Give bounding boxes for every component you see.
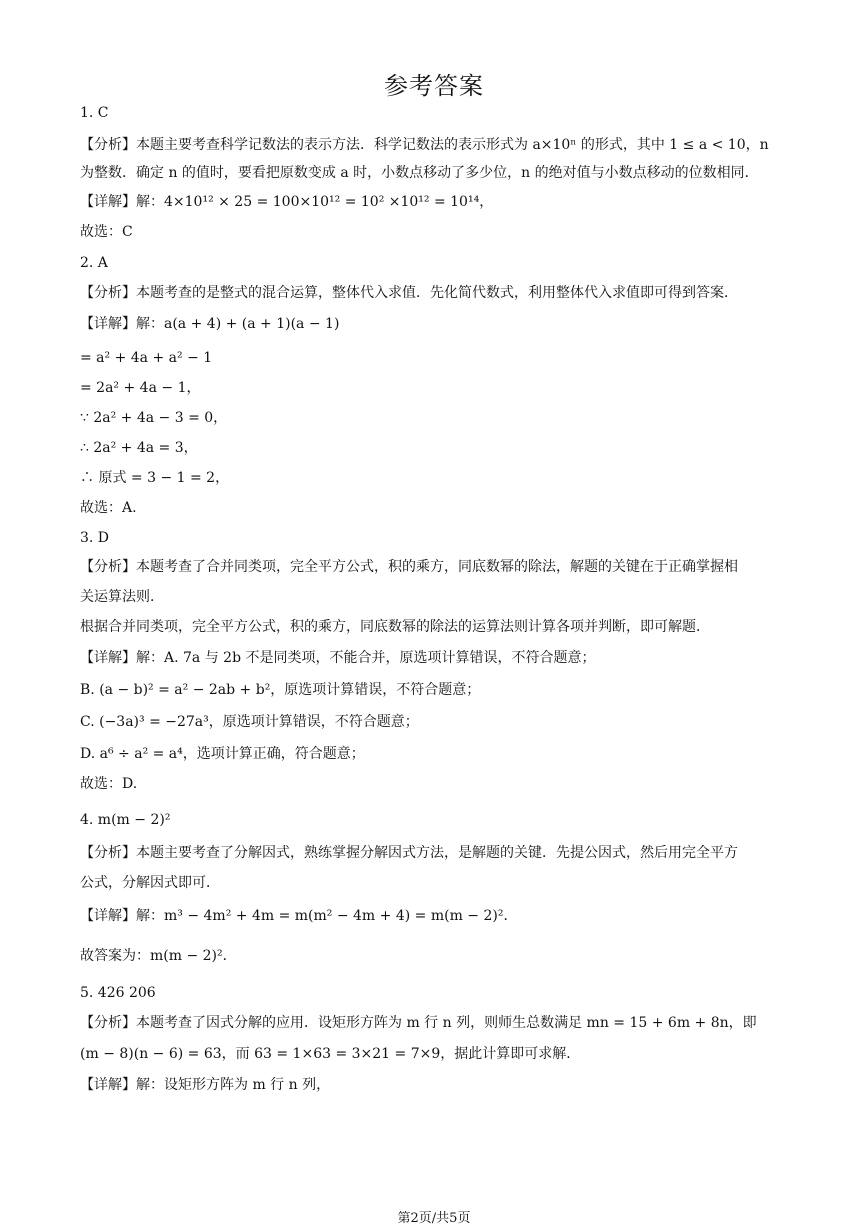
page-title: 参考答案 xyxy=(384,72,484,100)
page-number: 第2页/共5页 xyxy=(397,1211,471,1226)
answer-5-heading: 5. 426 206 xyxy=(80,985,156,1001)
answer-2-solution-line-6: ∴ 原式 = 3 − 1 = 2， xyxy=(80,470,230,486)
answer-2-solution-line-1: 【详解】解：a(a + 4) + (a + 1)(a − 1) xyxy=(80,316,340,332)
answer-5-analysis-line-2: (m − 8)(n − 6) = 63，而 63 = 1×63 = 3×21 = 7×9，据此计算即可求解． xyxy=(80,1046,581,1062)
answer-3-option-d: D. a⁶ ÷ a² = a⁴，选项计算正确，符合题意； xyxy=(80,746,365,762)
answer-2-solution-line-2: = a² + 4a + a² − 1 xyxy=(80,350,213,366)
answer-1-heading: 1. C xyxy=(80,105,109,121)
answer-3-analysis-line-2: 关运算法则． xyxy=(80,589,164,605)
answer-1-choice: 故选：C xyxy=(80,224,133,240)
answer-2-solution-line-3: = 2a² + 4a − 1， xyxy=(80,380,201,396)
answer-3-analysis-line-3: 根据合并同类项，完全平方公式，积的乘方，同底数幂的除法的运算法则计算各项并判断，即可解题． xyxy=(80,619,710,635)
answer-3-heading: 3. D xyxy=(80,530,110,546)
answer-3-choice: 故选：D. xyxy=(80,776,138,792)
answer-5-analysis-line-1: 【分析】本题考查了因式分解的应用．设矩形方阵为 m 行 n 列，则师生总数满足 mn = 15 + 6m + 8n，即 xyxy=(80,1015,757,1031)
answer-4-heading: 4. m(m − 2)² xyxy=(80,812,171,828)
answer-2-solution-line-4: ∵ 2a² + 4a − 3 = 0， xyxy=(80,410,228,426)
answer-3-option-a: 【详解】解：A. 7a 与 2b 不是同类项，不能合并，原选项计算错误，不符合题意； xyxy=(80,650,596,666)
answer-3-analysis-line-1: 【分析】本题考查了合并同类项，完全平方公式，积的乘方，同底数幂的除法，解题的关键在于正确掌握相 xyxy=(80,559,738,575)
answer-4-analysis-line-1: 【分析】本题主要考查了分解因式，熟练掌握分解因式方法，是解题的关键．先提公因式，然后用完全平方 xyxy=(80,845,738,861)
answer-1-solution: 【详解】解：4×10¹² × 25 = 100×10¹² = 10² ×10¹² = 10¹⁴， xyxy=(80,194,494,210)
answer-4-final: 故答案为：m(m − 2)²． xyxy=(80,948,237,964)
answer-4-analysis-line-2: 公式，分解因式即可． xyxy=(80,875,220,891)
answer-3-option-c: C. (−3a)³ = −27a³，原选项计算错误，不符合题意； xyxy=(80,714,419,730)
answer-2-heading: 2. A xyxy=(80,255,108,271)
answer-1-analysis-line-2: 为整数．确定 n 的值时，要看把原数变成 a 时，小数点移动了多少位，n 的绝对值与小数点移动的位数相同． xyxy=(80,165,759,181)
answer-2-analysis: 【分析】本题考查的是整式的混合运算，整体代入求值．先化简代数式，利用整体代入求值即可得到答案． xyxy=(80,285,738,301)
answer-4-solution: 【详解】解：m³ − 4m² + 4m = m(m² − 4m + 4) = m(m − 2)²． xyxy=(80,908,518,924)
answer-1-analysis-line-1: 【分析】本题主要考查科学记数法的表示方法．科学记数法的表示形式为 a×10ⁿ 的形式，其中 1 ≤ a < 10，n xyxy=(80,137,769,153)
answer-2-solution-line-5: ∴ 2a² + 4a = 3， xyxy=(80,440,198,456)
answer-5-solution: 【详解】解：设矩形方阵为 m 行 n 列， xyxy=(80,1077,331,1093)
answer-2-choice: 故选：A. xyxy=(80,500,137,516)
answer-3-option-b: B. (a − b)² = a² − 2ab + b²，原选项计算错误，不符合题意； xyxy=(80,682,481,698)
